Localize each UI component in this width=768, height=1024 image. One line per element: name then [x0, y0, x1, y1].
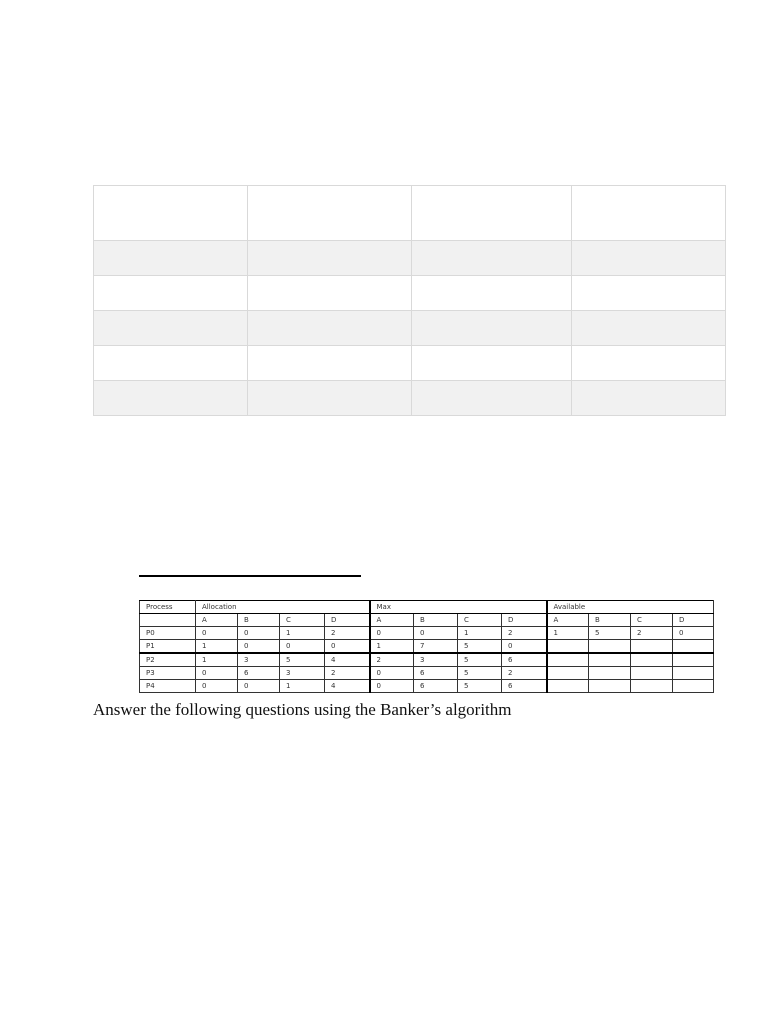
allocation-cell: 3 [280, 667, 325, 680]
max-cell: 6 [414, 667, 458, 680]
empty-cell [572, 276, 726, 311]
allocation-cell: 4 [325, 680, 370, 693]
available-cell [547, 640, 589, 654]
available-cell [589, 640, 631, 654]
empty-cell [412, 381, 572, 416]
available-cell: 0 [673, 627, 714, 640]
resource-header-row [140, 614, 714, 627]
max-cell: 5 [458, 653, 502, 667]
max-cell: 2 [502, 667, 547, 680]
empty-cell [572, 311, 726, 346]
process-row-p3 [140, 667, 714, 680]
empty-cell [248, 381, 412, 416]
allocation-cell: 0 [238, 627, 280, 640]
available-cell [547, 653, 589, 667]
allocation-cell: 2 [325, 667, 370, 680]
empty-table-header-row [94, 186, 726, 241]
empty-cell [94, 311, 248, 346]
allocation-cell: 0 [238, 640, 280, 654]
empty-cell [248, 186, 412, 241]
empty-cell [248, 276, 412, 311]
resource-label: B [414, 614, 458, 627]
available-cell [631, 640, 673, 654]
available-cell: 2 [631, 627, 673, 640]
resource-label: B [238, 614, 280, 627]
empty-cell [94, 241, 248, 276]
available-cell [589, 653, 631, 667]
resource-label: D [502, 614, 547, 627]
empty-cell [94, 276, 248, 311]
available-cell [631, 653, 673, 667]
allocation-cell: 4 [325, 653, 370, 667]
blank-underline [139, 575, 361, 577]
max-cell: 0 [370, 667, 414, 680]
empty-cell [248, 346, 412, 381]
allocation-cell: 1 [280, 627, 325, 640]
max-cell: 6 [502, 680, 547, 693]
empty-placeholder-table [93, 185, 726, 416]
resource-label: C [280, 614, 325, 627]
allocation-cell: 0 [196, 667, 238, 680]
empty-cell [572, 241, 726, 276]
allocation-cell: 0 [196, 680, 238, 693]
resource-label: D [673, 614, 714, 627]
available-cell [673, 667, 714, 680]
available-cell: 1 [547, 627, 589, 640]
available-cell [631, 680, 673, 693]
process-name: P1 [140, 640, 196, 654]
max-cell: 0 [502, 640, 547, 654]
process-row-p4 [140, 680, 714, 693]
max-cell: 1 [370, 640, 414, 654]
empty-cell [94, 186, 248, 241]
resource-label: C [458, 614, 502, 627]
available-cell [547, 667, 589, 680]
max-cell: 1 [458, 627, 502, 640]
max-cell: 0 [370, 680, 414, 693]
max-cell: 6 [414, 680, 458, 693]
allocation-header: Allocation [196, 601, 370, 614]
empty-cell [572, 381, 726, 416]
allocation-cell: 2 [325, 627, 370, 640]
max-header: Max [370, 601, 547, 614]
max-cell: 3 [414, 653, 458, 667]
max-cell: 5 [458, 680, 502, 693]
resource-label: D [325, 614, 370, 627]
process-header: Process [140, 601, 196, 614]
available-cell [673, 653, 714, 667]
process-name: P4 [140, 680, 196, 693]
empty-cell [94, 381, 248, 416]
empty-cell [248, 241, 412, 276]
resource-label: C [631, 614, 673, 627]
empty-table-row [94, 311, 726, 346]
question-text: Answer the following questions using the Banker’s algorithm [93, 700, 512, 719]
allocation-cell: 5 [280, 653, 325, 667]
resource-label: A [196, 614, 238, 627]
allocation-cell: 0 [325, 640, 370, 654]
available-cell: 5 [589, 627, 631, 640]
empty-cell [412, 241, 572, 276]
empty-cell [412, 186, 572, 241]
max-cell: 5 [458, 667, 502, 680]
max-cell: 2 [502, 627, 547, 640]
allocation-cell: 3 [238, 653, 280, 667]
allocation-cell: 1 [196, 640, 238, 654]
available-cell [547, 680, 589, 693]
empty-cell [248, 311, 412, 346]
empty-cell [412, 311, 572, 346]
empty-cell [412, 346, 572, 381]
available-cell [673, 680, 714, 693]
process-row-p1 [140, 640, 714, 654]
process-name: P3 [140, 667, 196, 680]
empty-table-row [94, 346, 726, 381]
resource-header-blank [140, 614, 196, 627]
empty-cell [572, 346, 726, 381]
process-name: P0 [140, 627, 196, 640]
allocation-cell: 0 [238, 680, 280, 693]
resource-label: A [370, 614, 414, 627]
group-header-row [140, 601, 714, 614]
process-name: P2 [140, 653, 196, 667]
max-cell: 0 [370, 627, 414, 640]
allocation-cell: 0 [196, 627, 238, 640]
resource-label: A [547, 614, 589, 627]
available-cell [631, 667, 673, 680]
process-row-p2 [140, 653, 714, 667]
max-cell: 6 [502, 653, 547, 667]
max-cell: 2 [370, 653, 414, 667]
empty-cell [572, 186, 726, 241]
max-cell: 5 [458, 640, 502, 654]
empty-table-row [94, 381, 726, 416]
max-cell: 7 [414, 640, 458, 654]
process-row-p0 [140, 627, 714, 640]
allocation-cell: 0 [280, 640, 325, 654]
allocation-cell: 1 [280, 680, 325, 693]
bankers-algorithm-table [139, 600, 714, 693]
available-cell [673, 640, 714, 654]
empty-table-row [94, 241, 726, 276]
empty-table-row [94, 276, 726, 311]
empty-cell [412, 276, 572, 311]
allocation-cell: 1 [196, 653, 238, 667]
available-header: Available [547, 601, 714, 614]
available-cell [589, 680, 631, 693]
allocation-cell: 6 [238, 667, 280, 680]
max-cell: 0 [414, 627, 458, 640]
resource-label: B [589, 614, 631, 627]
available-cell [589, 667, 631, 680]
empty-cell [94, 346, 248, 381]
